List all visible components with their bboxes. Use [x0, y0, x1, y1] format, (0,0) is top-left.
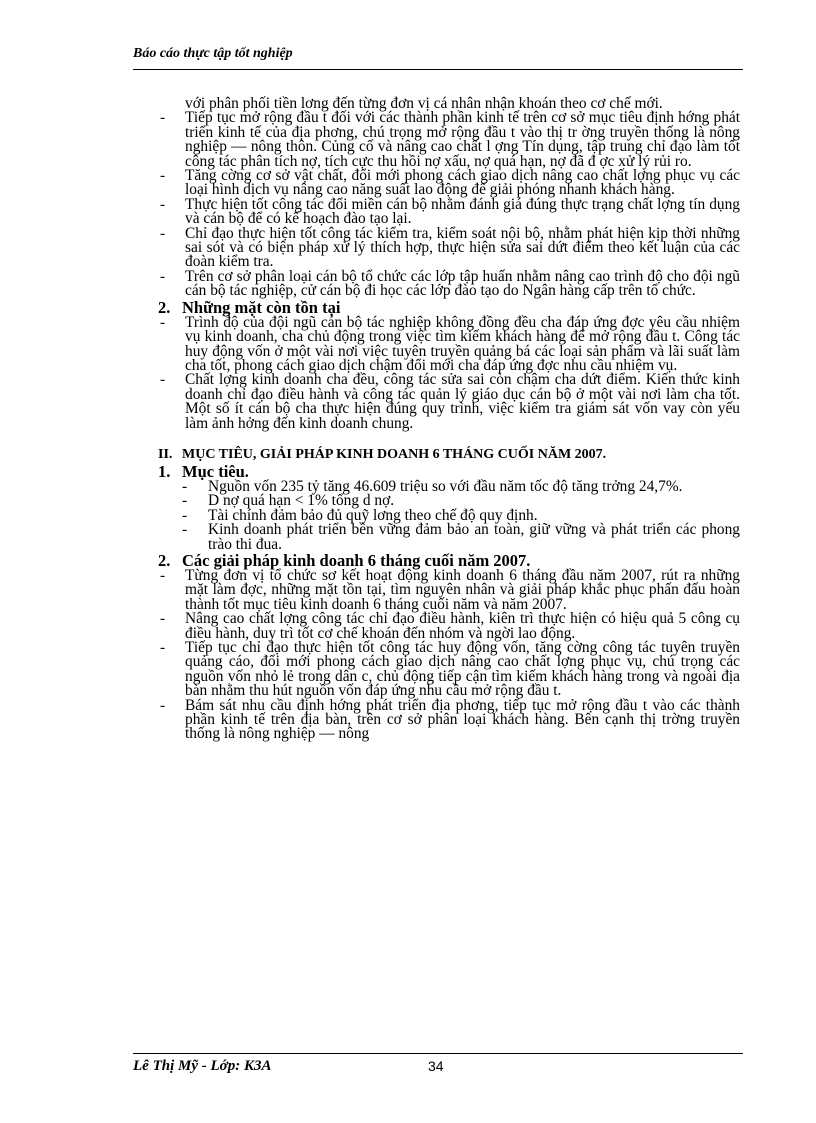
heading-number: 2.	[158, 550, 171, 570]
footer-author: Lê Thị Mỹ - Lớp: K3A	[133, 1058, 272, 1074]
dash-marker: -	[160, 224, 166, 242]
list-item-text: Chất lợng kinh doanh cha đều, công tác sửa sai còn chậm cha dứt điểm. Kiến thức kinh doanh chỉ đạo điều hành và công tác quản lý giáo dục cán bộ ở một vài nơi làm cha tốt. Một số ít cán bộ cha thực hiện đúng quy trình, việc kiểm tra giám sát vốn vay còn yếu làm ảnh hởng đến kinh doanh chung.	[185, 371, 740, 432]
list-ton-tai	[158, 313, 740, 432]
dash-marker: -	[160, 167, 166, 185]
heading-text: Mục tiêu.	[182, 461, 249, 481]
list-item	[158, 523, 740, 552]
list-item	[158, 696, 740, 743]
footer-rule	[133, 1053, 743, 1054]
dash-marker: -	[160, 696, 166, 714]
dash-marker: -	[182, 506, 188, 524]
list-item-text: Tài chính đảm bảo đủ quỹ lơng theo chế độ quy định.	[208, 506, 538, 524]
dash-marker: -	[160, 639, 166, 656]
dash-marker: -	[160, 610, 166, 628]
list-item-text: Tiếp tục mở rộng đầu t đối với các thành phần kinh tế trên cơ sở mục tiêu định hớng phát triển kinh tế của địa phơng, chú trọng mở rộng đầu t vào thị tr ờng truyền thống là nông nghiệp — nông thôn. Củng cố và nâng cao chất l ợng Tín dụng, tập trung chỉ đạo làm tốt công tác phân tích nợ, tích cực thu hồi nợ xấu, nợ quá hạn, nợ đã đ ợc xử lý rủi ro.	[185, 109, 740, 170]
list-item-text: Nâng cao chất lợng công tác chỉ đạo điều hành, kiên trì thực hiện có hiệu quả 5 công cụ điều hành, duy trì tốt cơ chế khoán đến nhóm và ngời lao động.	[185, 610, 740, 642]
dash-marker: -	[160, 195, 166, 213]
page-header-title: Báo cáo thực tập tốt nghiệp	[133, 46, 293, 61]
list-muc-tieu	[158, 477, 740, 553]
list-item	[158, 373, 740, 431]
section-heading-ii	[158, 447, 740, 463]
list-item-text: Bám sát nhu cầu định hớng phát triển địa phơng, tiếp tục mở rộng đầu t vào các thành phần kinh tế trên địa bàn, trên cơ sở phân loại khách hàng. Bên cạnh thị trờng truyền thống là nông nghiệp — nông	[185, 696, 740, 743]
list-item-text: Kinh doanh phát triển bền vững đảm bảo an toàn, giữ vững và phát triển các phong trào thi đua.	[208, 521, 740, 553]
list-item	[158, 641, 740, 699]
document-body	[158, 97, 740, 742]
section-roman: II.	[158, 446, 173, 462]
list-item	[158, 111, 740, 169]
heading-text: Những mặt còn tồn tại	[182, 297, 341, 317]
list-item-text: Trình độ của đội ngũ cán bộ tác nghiệp không đồng đều cha đáp ứng đợc yêu cầu nhiệm vụ kinh doanh, cha chủ động trong việc tìm kiếm khách hàng để mở rộng đầu t. Công tác huy động vốn ở một vài nơi việc tuyên truyền quảng bá các loại sản phẩm và lãi suất làm cha tốt, phong cách giao dịch chậm đổi mới cha đáp ứng đợc nhu cầu nhiệm vụ.	[185, 313, 740, 374]
dash-marker: -	[160, 267, 166, 285]
list-plans	[158, 111, 740, 298]
dash-marker: -	[182, 521, 188, 539]
heading-number: 2.	[158, 297, 171, 317]
page-number: 34	[428, 1058, 444, 1074]
list-giai-phap	[158, 566, 740, 743]
list-item	[158, 313, 740, 374]
dash-marker: -	[160, 371, 166, 389]
dash-marker: -	[182, 492, 188, 510]
dash-marker: -	[160, 566, 166, 584]
list-item-text: Tiếp tục chỉ đạo thực hiện tốt công tác huy động vốn, tăng cờng công tác tuyên truyền quảng cáo, đổi mới phong cách giao dịch nâng cao chất lợng phục vụ, chú trọng các nguồn vốn nhỏ lẻ trong dân c, chủ động tiếp cận tìm kiếm khách hàng trong và ngoài địa bàn nhằm thu hút nguồn vốn đáp ứng nhu cầu mở rộng đầu t.	[185, 639, 740, 700]
heading-text: Các giải pháp kinh doanh 6 tháng cuối năm 2007.	[182, 550, 531, 570]
list-item-text: Tăng cờng cơ sở vật chất, đổi mới phong cách giao dịch nâng cao chất lợng phục vụ các loại hình dịch vụ nâng cao năng suất lao động để giải phóng nhanh khách hàng.	[185, 167, 740, 199]
list-item	[158, 267, 740, 300]
list-item	[158, 195, 740, 228]
list-item	[158, 566, 740, 613]
list-item-text: D nợ quá hạn < 1% tổng d nợ.	[208, 492, 395, 510]
list-item	[158, 169, 740, 198]
heading-number: 1.	[158, 461, 171, 481]
list-item-text: Chỉ đạo thực hiện tốt công tác kiểm tra, kiểm soát nội bộ, nhằm phát hiện kịp thời những sai sót và có biện pháp xử lý thích hợp, thực hiện sửa sai dứt điểm theo kết luận của các đoàn kiểm tra.	[185, 224, 740, 271]
list-item	[158, 612, 740, 641]
intro-paragraph: với phân phối tiền lơng đến từng đơn vị cá nhân nhận khoán theo cơ chế mới.	[185, 95, 663, 112]
dash-marker: -	[182, 477, 188, 495]
list-item-text: Thực hiện tốt công tác đổi miền cán bộ nhằm đánh giá đúng thực trạng chất lợng tín dụng và cán bộ để có kế hoạch đào tạo lại.	[185, 195, 740, 228]
header-rule	[133, 69, 743, 70]
dash-marker: -	[160, 313, 166, 331]
dash-marker: -	[160, 109, 166, 127]
list-item-text: Từng đơn vị tổ chức sơ kết hoạt động kinh doanh 6 tháng đầu năm 2007, rút ra những mặt làm đợc, những mặt tồn tại, tìm nguyên nhân và giải pháp khắc phục phấn đấu hoàn thành tốt mục tiêu kinh doanh 6 tháng cuối năm và năm 2007.	[185, 566, 740, 613]
list-item-text: Nguồn vốn 235 tỷ tăng 46.609 triệu so với đầu năm tốc độ tăng trởng 24,7%.	[208, 477, 683, 495]
section-title: MỤC TIÊU, GIẢI PHÁP KINH DOANH 6 THÁNG CUỐI NĂM 2007.	[182, 446, 607, 462]
list-item	[158, 224, 740, 271]
list-item-text: Trên cơ sở phân loại cán bộ tổ chức các lớp tập huấn nhằm nâng cao trình độ cho đội ngũ cán bộ tác nghiệp, cử cán bộ đi học các lớp đào tạo do Ngân hàng cấp trên tổ chức.	[185, 267, 740, 300]
